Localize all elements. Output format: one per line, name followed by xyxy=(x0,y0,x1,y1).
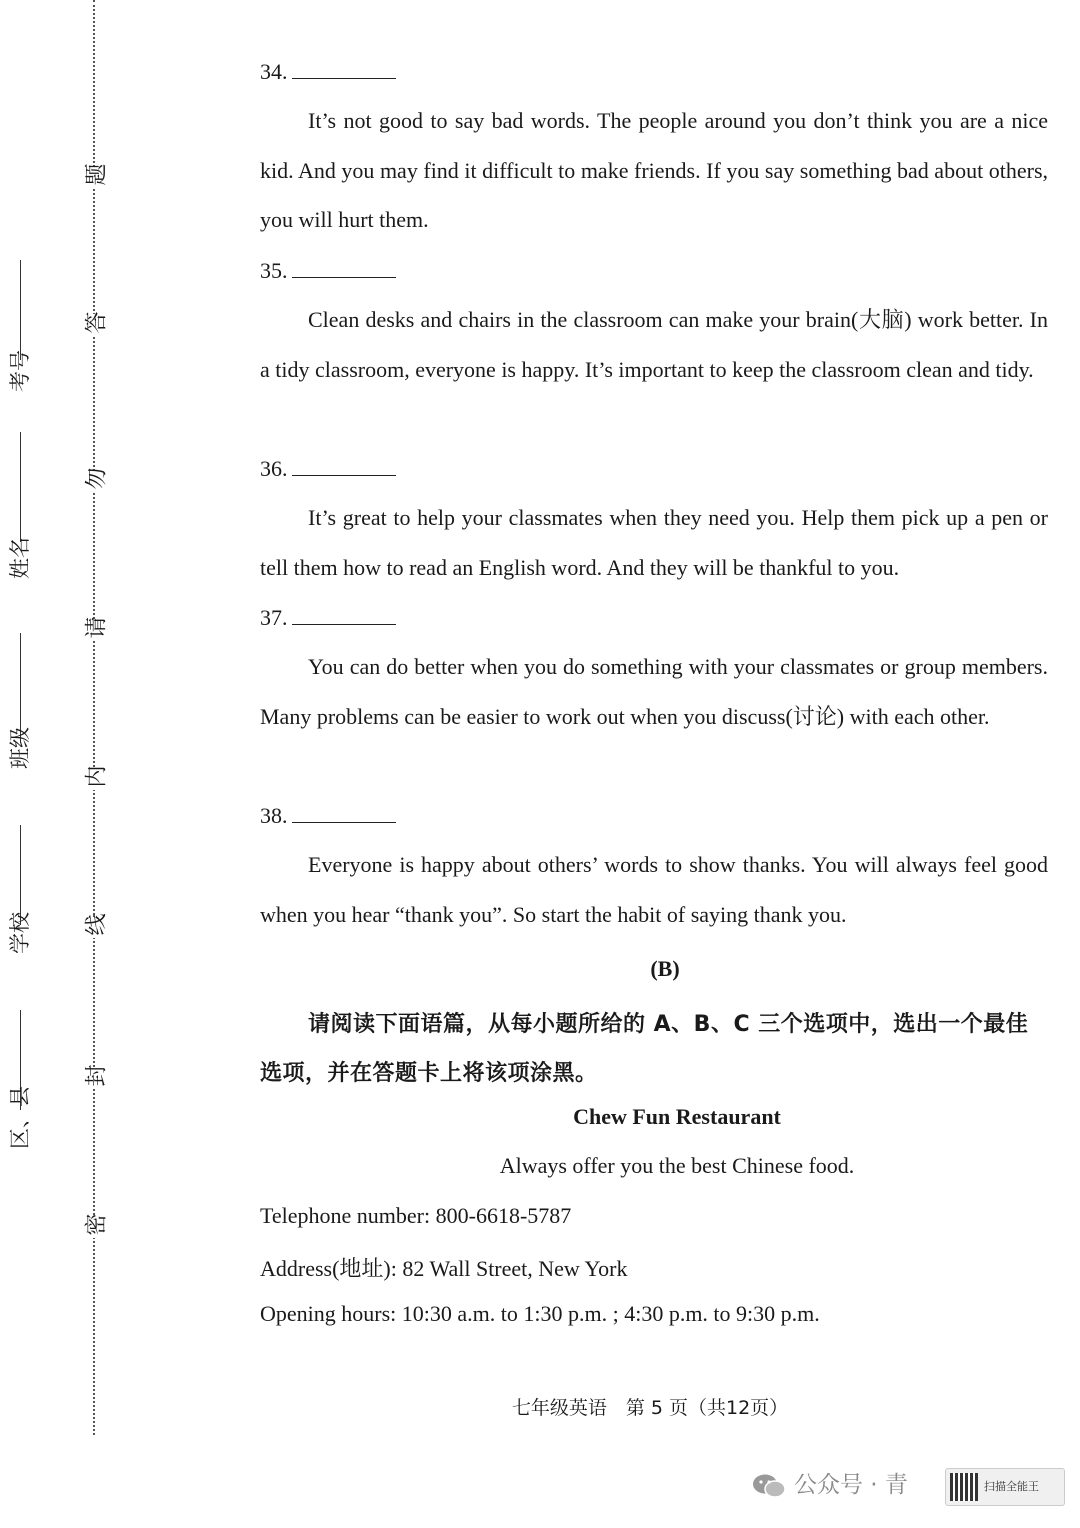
seal-char: 题 xyxy=(84,164,106,189)
restaurant-phone: Telephone number: 800-6618-5787 xyxy=(260,1203,572,1228)
seal-char: 请 xyxy=(84,617,106,642)
seal-char: 线 xyxy=(84,914,106,939)
question-34-text: It’s not good to say bad words. The people around you don’t think you are a nice kid. And you may find it difficult to make friends. If you say something bad about others, you will hurt them. xyxy=(260,108,1048,232)
page-footer: 七年级英语 第 5 页（共12页） xyxy=(511,1397,789,1419)
watermark xyxy=(752,1466,908,1499)
restaurant-address: Address(地址): 82 Wall Street, New York xyxy=(260,1256,628,1281)
restaurant-slogan: Always offer you the best Chinese food. xyxy=(499,1153,855,1178)
question-36: 36. xyxy=(260,455,396,482)
seal-char: 密 xyxy=(84,1214,106,1239)
section-b-instruction: 请阅读下面语篇，从每小题所给的 A、B、C 三个选项中，选出一个最佳选项，并在答题卡上将该项涂黑。 xyxy=(260,1012,1029,1086)
restaurant-title: Chew Fun Restaurant xyxy=(573,1104,781,1129)
answer-blank[interactable] xyxy=(292,802,396,823)
name-label: 姓名 xyxy=(8,537,32,579)
exam-number-blank[interactable] xyxy=(20,260,21,360)
exam-number-label: 考号 xyxy=(8,350,32,392)
answer-blank[interactable] xyxy=(292,257,396,278)
restaurant-hours: Opening hours: 10:30 a.m. to 1:30 p.m. ; 4:30 p.m. to 9:30 p.m. xyxy=(260,1301,820,1326)
question-35: 35. xyxy=(260,257,396,284)
school-label: 学校 xyxy=(8,912,32,954)
qr-code-icon xyxy=(950,1473,978,1501)
school-blank[interactable] xyxy=(20,825,21,925)
scanner-badge-text: 扫描全能王 xyxy=(984,1480,1039,1493)
scanner-badge xyxy=(945,1468,1065,1506)
seal-char: 答 xyxy=(84,312,106,337)
question-34: 34. xyxy=(260,58,396,85)
question-37: 37. xyxy=(260,604,396,631)
question-36-text: It’s great to help your classmates when they need you. Help them pick up a pen or tell them how to read an English word. And they will be thankful to you. xyxy=(260,505,1048,580)
answer-blank[interactable] xyxy=(292,58,396,79)
seal-char: 勿 xyxy=(84,468,106,493)
seal-char: 封 xyxy=(84,1065,106,1090)
question-38-text: Everyone is happy about others’ words to show thanks. You will always feel good when you hear “thank you”. So start the habit of saying thank you. xyxy=(260,852,1048,927)
wechat-icon xyxy=(752,1473,786,1499)
watermark-text: 公众号 · 青 xyxy=(794,1472,908,1498)
district-label: 区、县 xyxy=(8,1086,32,1149)
seal-char: 内 xyxy=(84,766,106,791)
name-blank[interactable] xyxy=(20,432,21,542)
answer-blank[interactable] xyxy=(292,455,396,476)
question-38: 38. xyxy=(260,802,396,829)
answer-blank[interactable] xyxy=(292,604,396,625)
section-b-label: (B) xyxy=(650,956,680,981)
class-label: 班级 xyxy=(8,727,32,769)
question-35-text: Clean desks and chairs in the classroom can make your brain(大脑) work better. In a tidy classroom, everyone is happy. It’s important to keep the classroom clean and tidy. xyxy=(260,307,1048,382)
question-37-text: You can do better when you do something with your classmates or group members. Many problems can be easier to work out when you discuss(讨论) with each other. xyxy=(260,654,1048,729)
